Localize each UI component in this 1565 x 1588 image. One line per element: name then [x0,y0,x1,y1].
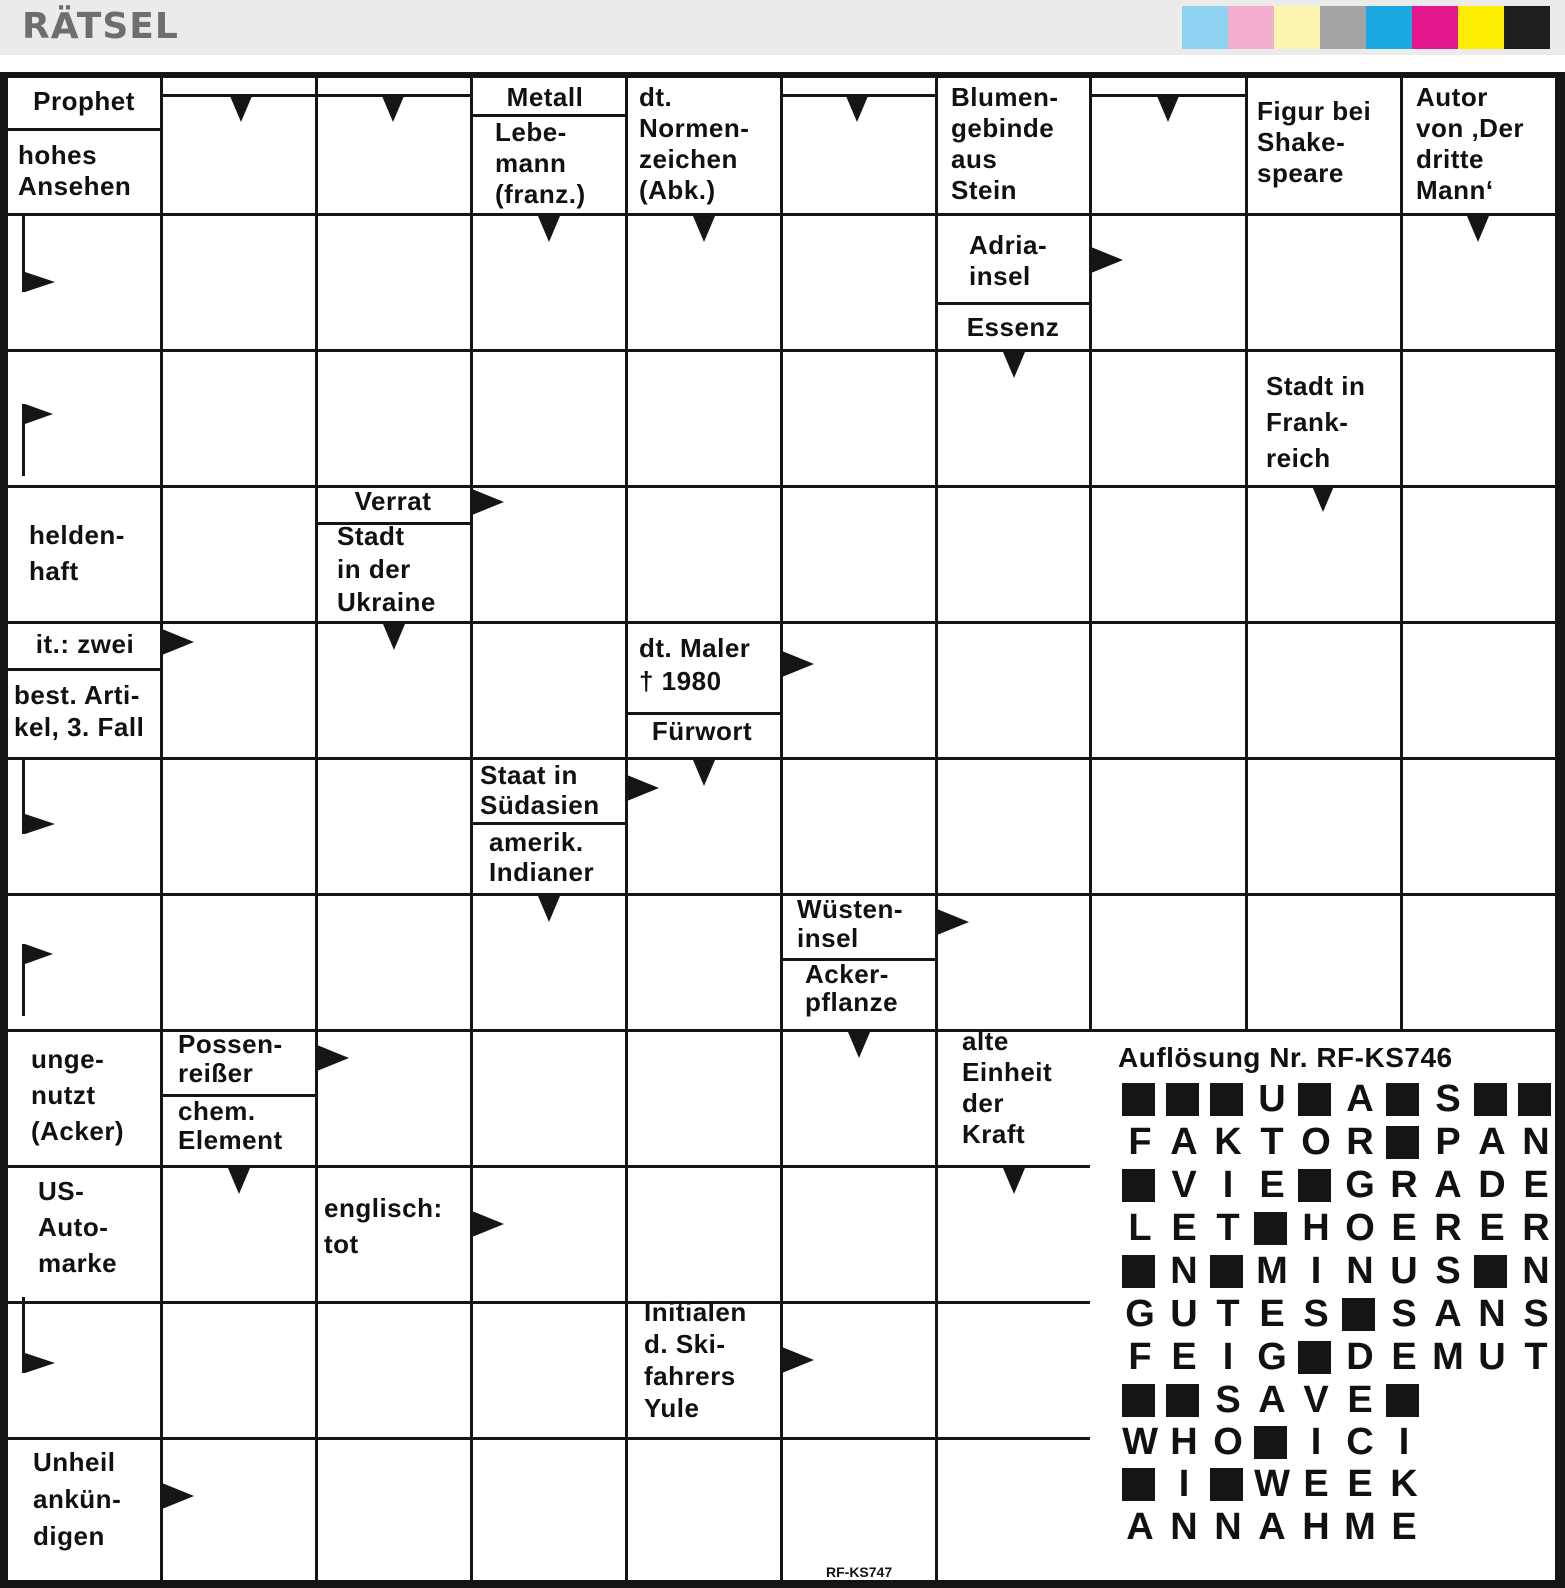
solution-letter: T [1216,1206,1240,1249]
solution-letter: A [1434,1163,1462,1206]
clue-staat-suedasien: Staat in Südasien [480,760,600,820]
grid-line [315,78,318,1580]
color-swatch [1228,6,1274,49]
color-swatch [1182,6,1228,49]
answer-cell[interactable] [319,353,469,484]
solution-letter: T [1216,1292,1240,1335]
solution-letter: I [1310,1249,1322,1292]
solution-row [1118,1507,1426,1547]
clue-alte-einheit: alte Einheit der Kraft [962,1026,1053,1149]
solution-letter: K [1214,1120,1242,1163]
solution-letter: U [1390,1249,1418,1292]
solution-letter: A [1170,1120,1198,1163]
solution-letter: E [1391,1335,1417,1378]
clue-unheil: Unheil ankün- digen [33,1447,122,1551]
puzzle-code: RF-KS747 [826,1564,893,1580]
clue-amerik-indianer: amerik. Indianer [489,827,595,887]
answer-cell[interactable] [474,353,624,484]
solution-letter: A [1126,1505,1154,1548]
solution-letter: N [1478,1292,1506,1335]
solution-black-square [1382,1122,1426,1162]
solution-letter: V [1303,1378,1329,1421]
solution-row [1118,1165,1558,1205]
answer-cell[interactable] [784,625,934,756]
solution-letter: G [1257,1335,1287,1378]
solution-row [1118,1251,1558,1291]
solution-letter: A [1258,1378,1286,1421]
solution-letter: I [1310,1420,1322,1463]
answer-cell[interactable] [629,489,779,620]
answer-cell[interactable] [939,761,1088,892]
grid-line [1245,78,1248,1030]
clue-possenreisser: Possen- reißer [178,1029,283,1088]
crossword-grid [0,72,1565,1588]
clue-verrat: Verrat [354,486,432,516]
solution-letter: R [1346,1120,1374,1163]
arrow-down-icon [538,216,560,242]
arrow-right-icon [1091,247,1123,273]
solution-black-square [1118,1079,1162,1119]
grid-line [8,1301,1090,1304]
solution-letter: O [1345,1206,1375,1249]
clue-hohes-ansehen: hohes Ansehen [18,140,132,201]
arrow-right-icon [782,651,814,677]
solution-letter: M [1432,1335,1464,1378]
solution-letter: E [1171,1335,1197,1378]
grid-line [0,72,8,1588]
arrow-down-icon [1312,486,1334,512]
solution-letter: N [1214,1505,1242,1548]
clue-fuerwort: Fürwort [651,716,753,746]
solution-letter: U [1478,1335,1506,1378]
solution-letter: C [1346,1420,1374,1463]
answer-cell[interactable] [164,897,314,1028]
answer-cell[interactable] [939,489,1088,620]
answer-cell[interactable] [939,1305,1088,1436]
solution-letter: F [1128,1335,1152,1378]
solution-letter: L [1128,1206,1152,1249]
solution-letter: E [1347,1378,1373,1421]
clue-best-artikel: best. Arti- kel, 3. Fall [14,680,145,742]
clue-prophet: Prophet [33,86,135,116]
arrow-down-icon [693,216,715,242]
answer-cell[interactable] [319,1441,469,1578]
solution-black-square [1382,1380,1426,1420]
answer-cell[interactable] [784,1169,934,1300]
clue-chem-element: chem. Element [178,1096,283,1155]
solution-letter: N [1170,1249,1198,1292]
grid-line [8,1437,1090,1440]
solution-title: Auflösung Nr. RF-KS746 [1118,1042,1453,1073]
solution-black-square [1470,1251,1514,1291]
answer-cell[interactable] [784,217,934,348]
solution-letter: U [1170,1292,1198,1335]
answer-cell[interactable] [474,1441,624,1578]
color-calibration-strip [1182,6,1550,49]
arrow-down-icon [228,1168,250,1194]
answer-cell[interactable] [1093,353,1244,484]
solution-black-square [1470,1079,1514,1119]
grid-line [8,213,1555,216]
solution-row [1118,1294,1558,1334]
arrow-down-icon [1467,216,1489,242]
solution-letter: V [1171,1163,1197,1206]
answer-cell[interactable] [1249,217,1399,348]
solution-letter: U [1258,1077,1286,1120]
solution-letter: S [1215,1378,1241,1421]
arrow-right-icon [162,1483,194,1509]
solution-letter: T [1260,1120,1284,1163]
color-swatch [1366,6,1412,49]
solution-letter: A [1434,1292,1462,1335]
clue-it-zwei: it.: zwei [35,629,135,659]
grid-line [8,621,1555,624]
solution-letter: E [1259,1292,1285,1335]
clue-normenzeichen: dt. Normen- zeichen (Abk.) [639,82,750,205]
answer-cell[interactable] [164,353,314,484]
answer-cell[interactable] [629,353,779,484]
answer-cell[interactable] [784,1441,934,1578]
solution-letter: W [1254,1462,1290,1505]
answer-cell[interactable] [319,897,469,1028]
answer-cell[interactable] [939,1441,1088,1578]
color-swatch [1412,6,1458,49]
arrow-down-right-icon [22,216,62,292]
grid-line [470,78,473,1580]
clue-autor-dritte-mann: Autor von ‚Der dritte Mann‘ [1416,82,1525,205]
clue-heldenhaft: helden- haft [29,520,125,586]
answer-cell[interactable] [164,1441,314,1578]
answer-cell[interactable] [164,1305,314,1436]
solution-letter: S [1303,1292,1329,1335]
solution-letter: N [1346,1249,1374,1292]
arrow-down-icon [848,1032,870,1058]
answer-cell[interactable] [319,761,469,892]
clue-essenz: Essenz [966,312,1060,342]
solution-letter: G [1125,1292,1155,1335]
solution-letter: H [1302,1206,1330,1249]
solution-black-square [1294,1079,1338,1119]
grid-line [626,712,781,715]
header-bar [0,0,1565,55]
solution-black-square [1118,1380,1162,1420]
clue-stadt-ukraine: Stadt in der Ukraine [337,521,436,617]
clue-metall: Metall [506,82,584,112]
solution-letter: M [1344,1505,1376,1548]
clue-englisch-tot: englisch: tot [324,1193,443,1259]
solution-row [1118,1464,1426,1504]
solution-black-square [1206,1464,1250,1504]
solution-letter: E [1303,1462,1329,1505]
arrow-right-icon [472,489,504,515]
answer-cell[interactable] [1249,897,1399,1028]
answer-cell[interactable] [474,1033,624,1164]
arrow-down-icon [1003,352,1025,378]
arrow-right-icon [472,1211,504,1237]
grid-line [1400,78,1403,1030]
arrow-down-icon [846,96,868,122]
solution-letter: O [1213,1420,1243,1463]
clue-stadt-frankreich: Stadt in Frank- reich [1266,371,1366,473]
clue-lebemann: Lebe- mann (franz.) [495,117,586,209]
solution-letter: H [1170,1420,1198,1463]
solution-black-square [1162,1079,1206,1119]
arrow-right-icon [937,909,969,935]
solution-black-square [1118,1464,1162,1504]
grid-line [8,757,1555,760]
solution-letter: S [1435,1249,1461,1292]
solution-letter: I [1222,1335,1234,1378]
answer-cell[interactable] [474,625,624,756]
color-swatch [1274,6,1320,49]
arrow-down-icon [1157,96,1179,122]
arrow-right-icon [317,1045,349,1071]
solution-letter: E [1171,1206,1197,1249]
solution-letter: D [1346,1335,1374,1378]
solution-letter: T [1524,1335,1548,1378]
solution-letter: N [1522,1249,1550,1292]
solution-letter: I [1398,1420,1410,1463]
solution-letter: P [1435,1120,1461,1163]
color-swatch [1458,6,1504,49]
arrow-down-icon [538,896,560,922]
solution-letter: N [1522,1120,1550,1163]
solution-letter: H [1302,1505,1330,1548]
arrow-down-icon [382,96,404,122]
solution-black-square [1118,1165,1162,1205]
solution-letter: D [1478,1163,1506,1206]
solution-letter: O [1301,1120,1331,1163]
grid-line [8,893,1555,896]
answer-cell[interactable] [629,1033,779,1164]
solution-letter: R [1522,1206,1550,1249]
answer-cell[interactable] [1093,489,1244,620]
arrow-right-icon [782,1347,814,1373]
arrow-right-icon [627,775,659,801]
grid-line [8,349,1555,352]
solution-black-square [1162,1380,1206,1420]
answer-cell[interactable] [1093,217,1244,348]
solution-letter: A [1478,1120,1506,1163]
solution-black-square [1250,1208,1294,1248]
answer-cell[interactable] [939,625,1088,756]
arrow-down-icon [693,760,715,786]
solution-letter: E [1391,1505,1417,1548]
answer-cell[interactable] [319,1305,469,1436]
arrow-down-right-icon [22,1297,62,1373]
clue-adriainsel: Adria- insel [969,230,1048,291]
answer-cell[interactable] [629,1441,779,1578]
solution-letter: M [1256,1249,1288,1292]
solution-black-square [1294,1337,1338,1377]
solution-letter: R [1434,1206,1462,1249]
grid-line [8,668,161,671]
solution-letter: E [1523,1163,1549,1206]
solution-letter: S [1391,1292,1417,1335]
answer-cell[interactable] [1404,761,1553,892]
solution-letter: E [1479,1206,1505,1249]
grid-line [936,302,1090,305]
arrow-down-icon [1003,1168,1025,1194]
solution-letter: E [1259,1163,1285,1206]
grid-line [8,1165,1090,1168]
answer-cell[interactable] [1404,625,1553,756]
clue-blumengebinde: Blumen- gebinde aus Stein [951,82,1059,205]
grid-line [471,822,626,825]
answer-cell[interactable] [629,1169,779,1300]
answer-cell[interactable] [784,489,934,620]
clue-ackerpflanze: Acker- pflanze [805,959,899,1017]
grid-line [0,1580,1565,1588]
solution-letter: A [1346,1077,1374,1120]
clue-wuesteninsel: Wüsten- insel [797,894,904,953]
solution-letter: I [1178,1462,1190,1505]
answer-cell[interactable] [1093,761,1244,892]
arrow-down-icon [230,96,252,122]
answer-cell[interactable] [1404,489,1553,620]
arrow-down-icon [383,624,405,650]
solution-row [1118,1208,1558,1248]
solution-row [1118,1122,1558,1162]
answer-cell[interactable] [784,761,934,892]
clue-us-automarke: US- Auto- marke [38,1176,118,1278]
answer-cell[interactable] [1404,897,1553,1028]
solution-letter: I [1222,1163,1234,1206]
solution-row [1118,1079,1558,1119]
grid-line [160,78,163,1580]
solution-black-square [1118,1251,1162,1291]
clue-dt-maler: dt. Maler † 1980 [639,633,751,696]
solution-letter: A [1258,1505,1286,1548]
color-swatch [1504,6,1550,49]
solution-row [1118,1337,1558,1377]
solution-letter: N [1170,1505,1198,1548]
solution-letter: K [1390,1462,1418,1505]
color-swatch [1320,6,1366,49]
solution-letter: F [1128,1120,1152,1163]
grid-line [8,128,161,131]
answer-cell[interactable] [1249,761,1399,892]
solution-black-square [1294,1165,1338,1205]
solution-letter: S [1435,1077,1461,1120]
grid-line [1089,78,1092,1030]
solution-letter: E [1347,1462,1373,1505]
answer-cell[interactable] [1093,897,1244,1028]
answer-cell[interactable] [164,217,314,348]
answer-cell[interactable] [629,897,779,1028]
solution-black-square [1514,1079,1558,1119]
solution-letter: G [1345,1163,1375,1206]
arrow-down-right-icon [22,758,62,834]
arrow-right-up-icon [22,404,54,476]
solution-row [1118,1380,1426,1420]
solution-black-square [1206,1079,1250,1119]
clue-ungenutzt: unge- nutzt (Acker) [31,1044,125,1146]
answer-cell[interactable] [164,489,314,620]
answer-cell[interactable] [1249,625,1399,756]
answer-cell[interactable] [1404,353,1553,484]
solution-black-square [1206,1251,1250,1291]
solution-letter: R [1390,1163,1418,1206]
solution-letter: E [1391,1206,1417,1249]
answer-cell[interactable] [164,761,314,892]
clue-initialen: Initialen d. Ski- fahrers Yule [644,1297,747,1423]
solution-black-square [1250,1422,1294,1462]
arrow-right-icon [162,629,194,655]
clue-figur-shakespeare: Figur bei Shake- speare [1257,96,1372,188]
answer-cell[interactable] [784,353,934,484]
solution-row [1118,1422,1426,1462]
answer-cell[interactable] [474,1305,624,1436]
solution-letter: W [1122,1420,1158,1463]
answer-cell[interactable] [1093,625,1244,756]
page-title: RÄTSEL [22,6,179,47]
answer-cell[interactable] [319,217,469,348]
arrow-right-up-icon [22,944,54,1016]
solution-black-square [1338,1294,1382,1334]
solution-black-square [1382,1079,1426,1119]
solution-letter: S [1523,1292,1549,1335]
